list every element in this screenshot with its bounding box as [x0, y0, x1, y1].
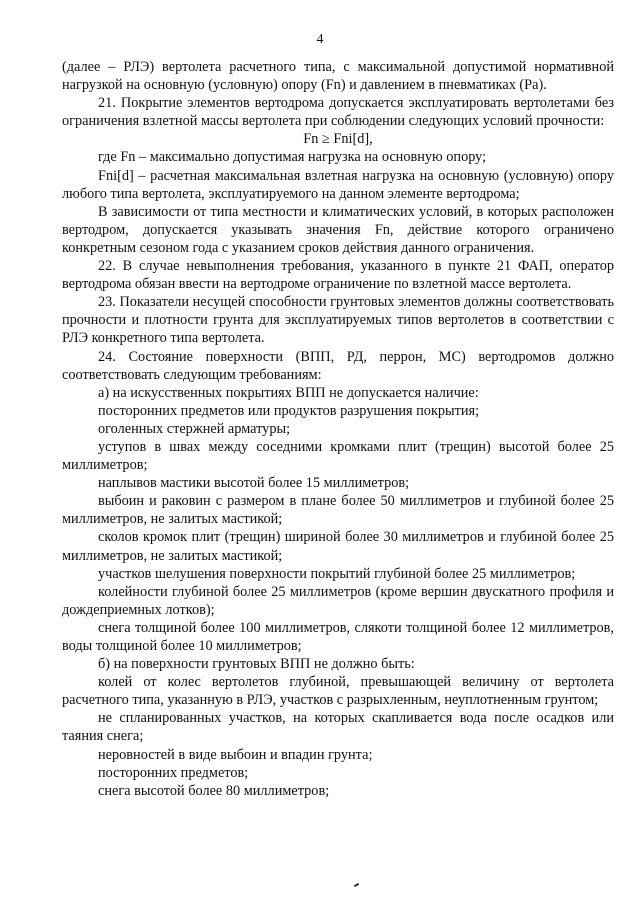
paragraph: Fni[d] – расчетная максимальная взлетная нагрузка на основную (условную) опору любого типа вертолета, эксплуатируемого на данном элементе вертодрома;	[62, 167, 614, 202]
paragraph: сколов кромок плит (трещин) шириной более 30 миллиметров и глубиной более 25 миллиметров, не залитых мастикой;	[62, 529, 614, 564]
paragraph: б) на поверхности грунтовых ВПП не должно быть:	[98, 656, 415, 673]
paragraph: 23. Показатели несущей способности грунтовых элементов должны соответствовать прочности и плотности грунта для эксплуатируемых типов вертолетов в соответствии с РЛЭ конкретного типа вертолета.	[62, 294, 614, 347]
paragraph: оголенных стержней арматуры;	[98, 420, 291, 437]
page-number: 4	[316, 32, 324, 47]
paragraph: снега толщиной более 100 миллиметров, слякоти толщиной более 12 миллиметров, воды толщиной более 10 миллиметров;	[62, 619, 614, 654]
paragraph: В зависимости от типа местности и климатических условий, в которых расположен вертодром, допускается указывать значения Fn, действие которого ограничено конкретным сезоном года с указанием сроков действия данного ограничения.	[62, 203, 614, 256]
scan-mark	[354, 883, 359, 887]
document-body	[62, 58, 614, 800]
paragraph: не спланированных участков, на которых скапливается вода после осадков или таяния снега;	[62, 710, 614, 745]
paragraph: где Fn – максимально допустимая нагрузка на основную опору;	[98, 149, 487, 166]
paragraph: посторонних предметов;	[98, 764, 249, 781]
paragraph: а) на искусственных покрытиях ВПП не допускается наличие:	[98, 384, 479, 401]
paragraph: колейности глубиной более 25 миллиметров (кроме вершин двускатного профиля и дождеприемных лотков);	[62, 583, 614, 618]
paragraph: 22. В случае невыполнения требования, указанного в пункте 21 ФАП, оператор вертодрома обязан ввести на вертодроме ограничение по взлетной массе вертолета.	[62, 258, 614, 293]
paragraph: наплывов мастики высотой более 15 миллиметров;	[98, 475, 410, 492]
paragraph: выбоин и раковин с размером в плане более 50 миллиметров и глубиной более 25 миллиметров, не залитых мастикой;	[62, 493, 614, 528]
paragraph: уступов в швах между соседними кромками плит (трещин) высотой более 25 миллиметров;	[62, 438, 614, 474]
paragraph: участков шелушения поверхности покрытий глубиной более 25 миллиметров;	[98, 565, 576, 582]
paragraph: 24. Состояние поверхности (ВПП, РД, перрон, МС) вертодромов должно соответствовать следующим требованиям:	[62, 348, 614, 383]
paragraph: снега высотой более 80 миллиметров;	[98, 782, 330, 799]
paragraph: колей от колес вертолетов глубиной, превышающей величину от вертолета расчетного типа, указанную в РЛЭ, участков с разрыхленным, неуплотненным грунтом;	[62, 674, 614, 709]
paragraph: посторонних предметов или продуктов разрушения покрытия;	[98, 402, 480, 419]
paragraph: Fn ≥ Fni[d],	[303, 131, 373, 148]
paragraph: (далее – РЛЭ) вертолета расчетного типа, с максимальной допустимой нормативной нагрузкой на основную (условную) опору (Fn) и давлением в пневматиках (Pa).	[62, 59, 614, 94]
paragraph: 21. Покрытие элементов вертодрома допускается эксплуатировать вертолетами без ограничения взлетной массы вертолета при соблюдении следующих условий прочности:	[62, 95, 614, 130]
paragraph: неровностей в виде выбоин и впадин грунта;	[98, 746, 373, 763]
